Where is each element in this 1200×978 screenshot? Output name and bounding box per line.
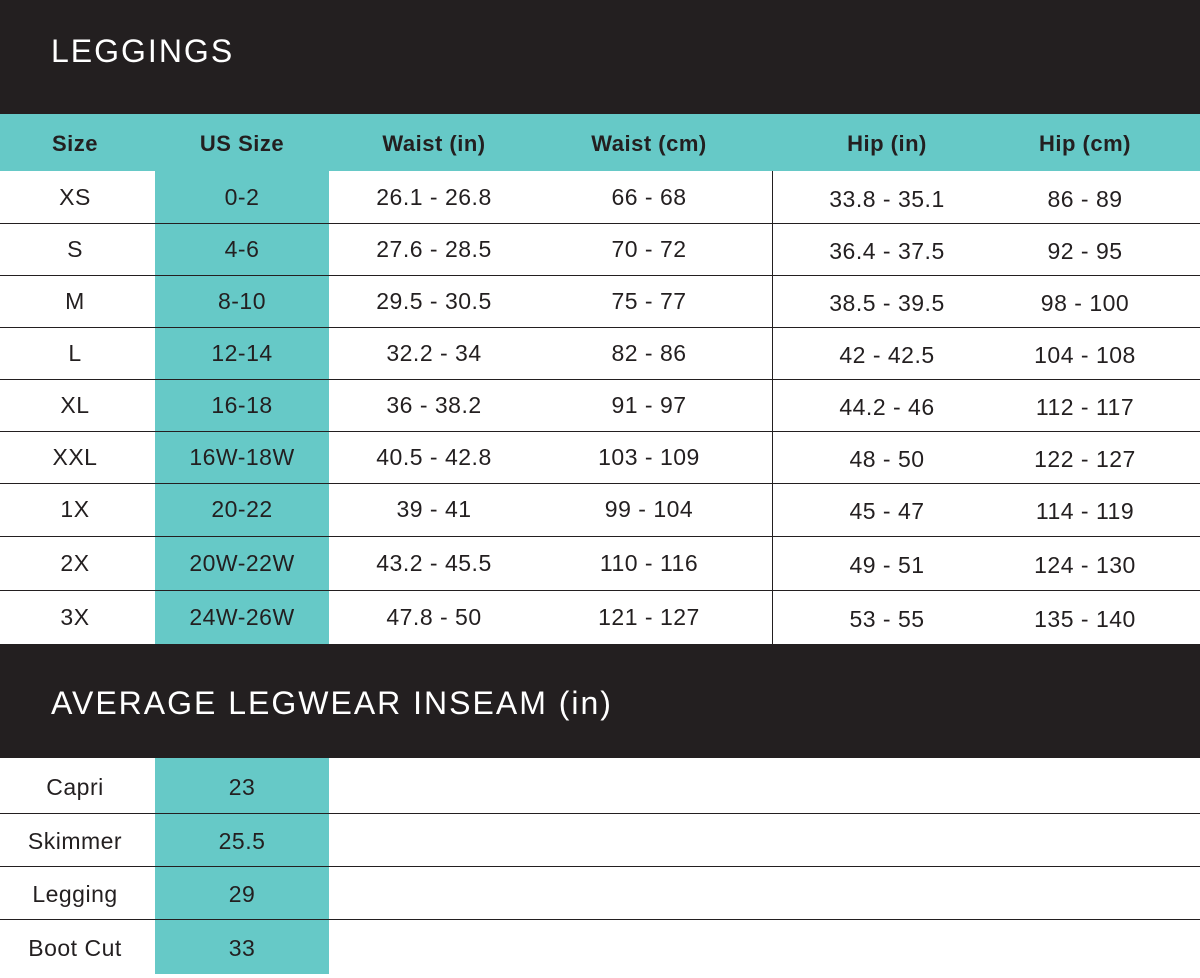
cell-us-size: 4-6 bbox=[224, 236, 260, 262]
cell-us-size: 24W-26W bbox=[189, 604, 295, 630]
cell-us-size: 16W-18W bbox=[189, 444, 295, 470]
inseam-row bbox=[0, 919, 1200, 974]
table-header-row bbox=[0, 114, 1200, 171]
cell-size: XL bbox=[60, 392, 90, 418]
cell-waist-cm: 121 - 127 bbox=[598, 604, 700, 630]
inseam-style: Legging bbox=[32, 881, 118, 907]
cell-waist-cm: 99 - 104 bbox=[604, 496, 694, 522]
cell-waist-cm: 66 - 68 bbox=[611, 184, 687, 210]
cell-waist-cm: 110 - 116 bbox=[599, 550, 699, 576]
cell-waist-in: 39 - 41 bbox=[396, 496, 472, 522]
inseam-row bbox=[0, 866, 1200, 919]
cell-hip-cm: 92 - 95 bbox=[1047, 238, 1123, 264]
cell-us-size: 20-22 bbox=[211, 496, 273, 522]
header-us-size: US Size bbox=[199, 131, 285, 156]
table-row bbox=[0, 379, 1200, 431]
table-row bbox=[0, 327, 1200, 379]
cell-hip-in: 53 - 55 bbox=[849, 606, 925, 632]
inseam-row bbox=[0, 758, 1200, 813]
cell-size: S bbox=[67, 236, 83, 262]
cell-size: 2X bbox=[60, 550, 90, 576]
inseam-title: AVERAGE LEGWEAR INSEAM (in) bbox=[0, 644, 1200, 758]
table-row bbox=[0, 223, 1200, 275]
cell-hip-cm: 122 - 127 bbox=[1034, 446, 1136, 472]
cell-hip-cm: 86 - 89 bbox=[1047, 186, 1123, 212]
table-row bbox=[0, 275, 1200, 327]
cell-waist-cm: 75 - 77 bbox=[611, 288, 687, 314]
cell-us-size: 8-10 bbox=[217, 288, 267, 314]
cell-size: XXL bbox=[52, 444, 98, 470]
cell-waist-in: 32.2 - 34 bbox=[386, 340, 482, 366]
inseam-length: 33 bbox=[228, 935, 256, 961]
cell-hip-in: 42 - 42.5 bbox=[839, 342, 935, 368]
cell-size: 1X bbox=[60, 496, 90, 522]
cell-us-size: 16-18 bbox=[211, 392, 273, 418]
header-waist-cm: Waist (cm) bbox=[591, 131, 707, 156]
cell-waist-in: 47.8 - 50 bbox=[386, 604, 482, 630]
header-size: Size bbox=[51, 131, 99, 156]
cell-waist-in: 36 - 38.2 bbox=[386, 392, 482, 418]
cell-size: M bbox=[65, 288, 85, 314]
table-row bbox=[0, 171, 1200, 223]
cell-size: 3X bbox=[60, 604, 90, 630]
leggings-title: LEGGINGS bbox=[0, 0, 1200, 114]
cell-hip-in: 49 - 51 bbox=[849, 552, 925, 578]
cell-waist-cm: 91 - 97 bbox=[611, 392, 687, 418]
cell-hip-cm: 98 - 100 bbox=[1040, 290, 1130, 316]
cell-us-size: 0-2 bbox=[224, 184, 260, 210]
inseam-style: Boot Cut bbox=[28, 935, 122, 961]
table-row bbox=[0, 536, 1200, 590]
cell-hip-in: 36.4 - 37.5 bbox=[829, 238, 945, 264]
table-row bbox=[0, 483, 1200, 536]
cell-hip-in: 45 - 47 bbox=[849, 498, 925, 524]
cell-waist-in: 26.1 - 26.8 bbox=[376, 184, 492, 210]
header-hip-in: Hip (in) bbox=[847, 131, 927, 156]
header-hip-cm: Hip (cm) bbox=[1039, 131, 1131, 156]
cell-hip-cm: 112 - 117 bbox=[1035, 394, 1135, 420]
inseam-style: Capri bbox=[46, 774, 104, 800]
cell-waist-in: 43.2 - 45.5 bbox=[376, 550, 492, 576]
cell-hip-cm: 124 - 130 bbox=[1034, 552, 1136, 578]
cell-waist-in: 40.5 - 42.8 bbox=[376, 444, 492, 470]
cell-waist-cm: 70 - 72 bbox=[611, 236, 687, 262]
cell-hip-in: 48 - 50 bbox=[849, 446, 925, 472]
cell-hip-cm: 104 - 108 bbox=[1034, 342, 1136, 368]
header-waist-in: Waist (in) bbox=[382, 131, 486, 156]
inseam-row bbox=[0, 813, 1200, 866]
cell-us-size: 12-14 bbox=[211, 340, 273, 366]
table-row bbox=[0, 590, 1200, 644]
inseam-length: 23 bbox=[228, 774, 256, 800]
cell-hip-in: 33.8 - 35.1 bbox=[829, 186, 945, 212]
cell-size: L bbox=[68, 340, 82, 366]
cell-waist-cm: 103 - 109 bbox=[598, 444, 700, 470]
inseam-style: Skimmer bbox=[27, 828, 123, 854]
cell-hip-cm: 135 - 140 bbox=[1034, 606, 1136, 632]
table-row bbox=[0, 431, 1200, 483]
cell-waist-cm: 82 - 86 bbox=[611, 340, 687, 366]
cell-waist-in: 27.6 - 28.5 bbox=[376, 236, 492, 262]
cell-waist-in: 29.5 - 30.5 bbox=[376, 288, 492, 314]
inseam-length: 29 bbox=[228, 881, 256, 907]
cell-hip-cm: 114 - 119 bbox=[1035, 498, 1135, 524]
cell-size: XS bbox=[59, 184, 91, 210]
cell-us-size: 20W-22W bbox=[189, 550, 295, 576]
cell-hip-in: 38.5 - 39.5 bbox=[829, 290, 945, 316]
inseam-length: 25.5 bbox=[218, 828, 266, 854]
cell-hip-in: 44.2 - 46 bbox=[839, 394, 935, 420]
